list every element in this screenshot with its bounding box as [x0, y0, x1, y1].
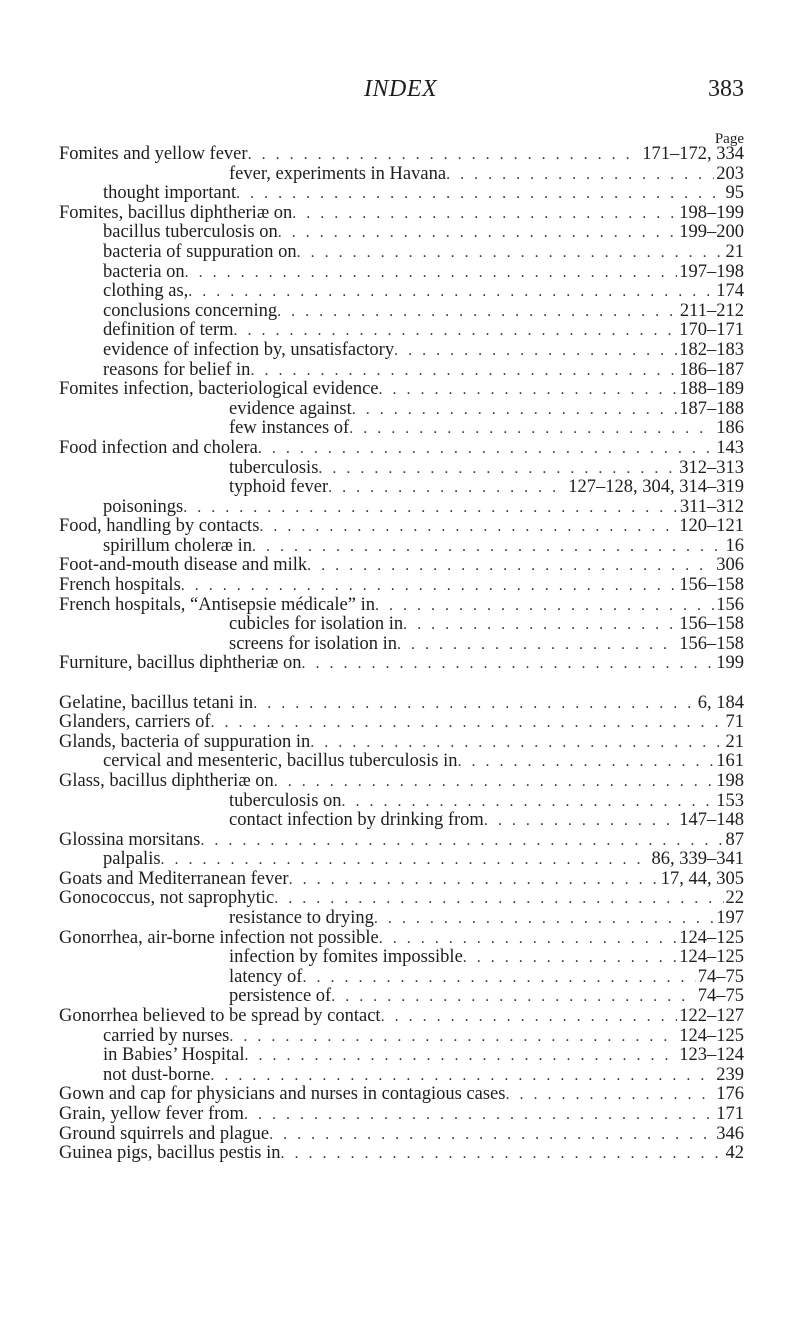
page-number: 383: [708, 76, 744, 102]
index-entry: [59, 380, 744, 400]
index-term: few instances of: [229, 419, 350, 439]
page-reference: 198: [716, 771, 744, 791]
index-entry: [59, 615, 744, 635]
index-entry: [59, 459, 744, 479]
dot-leader: [379, 380, 678, 400]
page-header: [0, 76, 801, 110]
index-entry: [59, 419, 744, 439]
index-term: Glass, bacillus diphtheriæ on: [59, 771, 274, 791]
page-reference: 171: [716, 1105, 744, 1124]
index-term: Fomites, bacillus diphtheriæ on: [59, 203, 293, 223]
page-reference: 42: [725, 1144, 744, 1164]
index-entry: [59, 439, 744, 459]
index-entry: [59, 341, 744, 361]
index-entry: [59, 635, 744, 655]
dot-leader: [236, 184, 723, 204]
page-reference: 346: [716, 1124, 744, 1144]
page-reference: 199–200: [679, 223, 744, 243]
index-term: Ground squirrels and plague: [59, 1124, 270, 1144]
index-entry: [59, 282, 744, 302]
page-reference: 156–158: [679, 615, 744, 635]
dot-leader: [244, 1046, 677, 1066]
dot-leader: [211, 713, 724, 733]
page-reference: 197–198: [679, 262, 744, 282]
index-list: [59, 145, 744, 1164]
index-entry: [59, 556, 744, 576]
index-term: Gelatine, bacillus tetani in: [59, 693, 254, 713]
dot-leader: [302, 968, 695, 988]
index-term: contact infection by drinking from: [229, 811, 484, 831]
page-reference: 156–158: [679, 576, 744, 596]
index-entry: [59, 654, 744, 674]
dot-leader: [463, 948, 677, 968]
dot-leader: [250, 361, 677, 381]
page-column-label: Page: [714, 131, 744, 147]
section-gap: [59, 674, 744, 694]
index-entry: [59, 576, 744, 596]
index-term: Fomites infection, bacteriological evidence: [59, 380, 379, 400]
page-reference: 6, 184: [697, 693, 744, 713]
index-entry: [59, 909, 744, 929]
index-entry: [59, 223, 744, 243]
dot-leader: [302, 654, 715, 674]
dot-leader: [505, 1085, 714, 1105]
index-entry: [59, 204, 744, 224]
page-reference: 127–128, 304, 314–319: [568, 478, 744, 498]
dot-leader: [274, 889, 723, 909]
index-term: cervical and mesenteric, bacillus tuberculosis in: [103, 752, 458, 772]
index-entry: [59, 1066, 744, 1086]
index-term: tuberculosis: [229, 458, 319, 478]
index-entry: [59, 537, 744, 557]
dot-leader: [381, 1007, 678, 1027]
dot-leader: [292, 204, 677, 224]
index-entry: [59, 145, 744, 165]
dot-leader: [484, 811, 677, 831]
index-entry: [59, 772, 744, 792]
dot-leader: [379, 929, 678, 949]
dot-leader: [280, 1144, 723, 1164]
dot-leader: [258, 439, 714, 459]
page-reference: 123–124: [679, 1046, 744, 1066]
index-term: Gown and cap for physicians and nurses in contagious cases: [59, 1085, 506, 1105]
index-entry: [59, 752, 744, 772]
dot-leader: [244, 1105, 714, 1125]
index-entry: [59, 792, 744, 812]
index-term: Food infection and cholera: [59, 438, 258, 458]
index-entry: [59, 361, 744, 381]
index-entry: [59, 694, 744, 714]
index-term: Gonorrhea, air-borne infection not possible: [59, 928, 379, 948]
index-term: palpalis: [103, 850, 161, 870]
dot-leader: [397, 635, 677, 655]
dot-leader: [200, 831, 723, 851]
index-term: cubicles for isolation in: [229, 615, 404, 635]
dot-leader: [307, 556, 714, 576]
dot-leader: [403, 615, 677, 635]
index-entry: [59, 968, 744, 988]
page-reference: 188–189: [679, 380, 744, 400]
dot-leader: [457, 752, 714, 772]
index-term: reasons for belief in: [103, 360, 251, 380]
index-entry: [59, 1144, 744, 1164]
index-entry: [59, 870, 744, 890]
index-entry: [59, 1027, 744, 1047]
dot-leader: [374, 909, 714, 929]
index-term: tuberculosis on: [229, 791, 342, 811]
index-entry: [59, 850, 744, 870]
page-reference: 21: [725, 732, 744, 752]
page-reference: 143: [716, 438, 744, 458]
index-term: evidence of infection by, unsatisfactory: [103, 340, 395, 360]
index-term: fever, experiments in Havana: [229, 164, 447, 184]
index-entry: [59, 321, 744, 341]
dot-leader: [310, 733, 723, 753]
running-title: INDEX: [364, 76, 438, 102]
page-reference: 124–125: [679, 948, 744, 968]
page-reference: 198–199: [679, 203, 744, 223]
index-entry: [59, 302, 744, 322]
dot-leader: [181, 576, 677, 596]
dot-leader: [342, 792, 715, 812]
index-term: Glossina morsitans: [59, 830, 201, 850]
page-reference: 74–75: [697, 987, 744, 1007]
page-reference: 124–125: [679, 1026, 744, 1046]
dot-leader: [446, 165, 714, 185]
dot-leader: [229, 1027, 677, 1047]
page-reference: 87: [725, 830, 744, 850]
page-reference: 312–313: [679, 458, 744, 478]
dot-leader: [328, 478, 566, 498]
page-reference: 74–75: [697, 967, 744, 987]
page-reference: 174: [716, 282, 744, 302]
index-term: typhoid fever: [229, 478, 329, 498]
page-reference: 197: [716, 909, 744, 929]
index-term: Goats and Mediterranean fever: [59, 869, 289, 889]
index-term: Glanders, carriers of: [59, 713, 211, 733]
page-reference: 211–212: [679, 301, 744, 321]
index-entry: [59, 1105, 744, 1125]
dot-leader: [352, 400, 677, 420]
index-entry: [59, 1085, 744, 1105]
index-term: Food, handling by contacts: [59, 517, 260, 537]
index-entry: [59, 498, 744, 518]
dot-leader: [210, 1066, 714, 1086]
index-term: in Babies’ Hospital: [103, 1046, 245, 1066]
dot-leader: [277, 302, 678, 322]
page-reference: 170–171: [679, 321, 744, 341]
page-reference: 16: [725, 536, 744, 556]
page-reference: 203: [716, 164, 744, 184]
page-reference: 182–183: [679, 340, 744, 360]
index-entry: [59, 987, 744, 1007]
index-entry: [59, 263, 744, 283]
dot-leader: [188, 282, 714, 302]
index-term: bacillus tuberculosis on: [103, 223, 278, 243]
index-entry: [59, 1007, 744, 1027]
index-term: resistance to drying: [229, 909, 374, 929]
page-reference: 21: [725, 242, 744, 262]
index-term: French hospitals, “Antisepsie médicale” in: [59, 595, 375, 615]
index-entry: [59, 713, 744, 733]
index-term: Gonorrhea believed to be spread by contact: [59, 1007, 381, 1027]
index-term: Glands, bacteria of suppuration in: [59, 732, 311, 752]
page-reference: 156–158: [679, 634, 744, 654]
dot-leader: [248, 145, 641, 165]
page-reference: 186: [716, 419, 744, 439]
index-term: bacteria of suppuration on: [103, 242, 297, 262]
index-term: French hospitals: [59, 576, 181, 596]
dot-leader: [394, 341, 677, 361]
index-entry: [59, 184, 744, 204]
index-term: conclusions concerning: [103, 301, 278, 321]
page-reference: 22: [725, 889, 744, 909]
page-reference: 120–121: [679, 517, 744, 537]
dot-leader: [161, 850, 650, 870]
index-entry: [59, 1046, 744, 1066]
dot-leader: [349, 419, 714, 439]
index-term: Fomites and yellow fever: [59, 145, 248, 164]
page-reference: 95: [725, 184, 744, 204]
page-reference: 161: [716, 752, 744, 772]
index-entry: [59, 811, 744, 831]
index-entry: [59, 889, 744, 909]
dot-leader: [259, 517, 677, 537]
index-entry: [59, 929, 744, 949]
dot-leader: [331, 987, 696, 1007]
page-reference: 153: [716, 791, 744, 811]
page-reference: 71: [725, 713, 744, 733]
index-entry: [59, 1125, 744, 1145]
index-term: Grain, yellow fever from: [59, 1105, 244, 1124]
page-reference: 122–127: [679, 1007, 744, 1027]
page-reference: 187–188: [679, 399, 744, 419]
page-reference: 311–312: [679, 497, 744, 517]
index-term: evidence against: [229, 399, 352, 419]
dot-leader: [375, 596, 714, 616]
index-term: Furniture, bacillus diphtheriæ on: [59, 654, 302, 674]
page-reference: 239: [716, 1065, 744, 1085]
index-term: Gonococcus, not saprophytic: [59, 889, 275, 909]
page-reference: 306: [716, 556, 744, 576]
page-reference: 17, 44, 305: [660, 869, 744, 889]
page-reference: 147–148: [679, 811, 744, 831]
index-entry: [59, 517, 744, 537]
page-reference: 124–125: [679, 928, 744, 948]
page-reference: 156: [716, 595, 744, 615]
page-reference: 86, 339–341: [651, 850, 744, 870]
index-term: spirillum choleræ in: [103, 536, 253, 556]
index-term: carried by nurses: [103, 1026, 230, 1046]
index-entry: [59, 243, 744, 263]
index-term: not dust-borne: [103, 1065, 211, 1085]
index-term: Foot-and-mouth disease and milk: [59, 556, 308, 576]
index-term: definition of term: [103, 321, 234, 341]
index-term: clothing as,: [103, 282, 189, 302]
dot-leader: [269, 1125, 714, 1145]
index-entry: [59, 400, 744, 420]
dot-leader: [278, 223, 678, 243]
index-term: persistence of: [229, 987, 332, 1007]
dot-leader: [253, 694, 696, 714]
index-term: Guinea pigs, bacillus pestis in: [59, 1144, 281, 1164]
index-entry: [59, 733, 744, 753]
index-entry: [59, 596, 744, 616]
index-term: infection by fomites impossible: [229, 948, 463, 968]
index-entry: [59, 948, 744, 968]
page-reference: 171–172, 334: [642, 145, 744, 164]
page-reference: 199: [716, 654, 744, 674]
index-entry: [59, 831, 744, 851]
dot-leader: [234, 321, 678, 341]
dot-leader: [318, 459, 677, 479]
index-term: latency of: [229, 967, 303, 987]
page-reference: 176: [716, 1085, 744, 1105]
index-entry: [59, 478, 744, 498]
index-entry: [59, 165, 744, 185]
index-term: bacteria on: [103, 262, 185, 282]
dot-leader: [183, 498, 678, 518]
dot-leader: [252, 537, 723, 557]
index-term: screens for isolation in: [229, 634, 397, 654]
dot-leader: [185, 263, 678, 283]
index-term: thought important: [103, 184, 237, 204]
dot-leader: [297, 243, 724, 263]
page-reference: 186–187: [679, 360, 744, 380]
dot-leader: [289, 870, 659, 890]
index-term: poisonings: [103, 497, 184, 517]
dot-leader: [274, 772, 714, 792]
